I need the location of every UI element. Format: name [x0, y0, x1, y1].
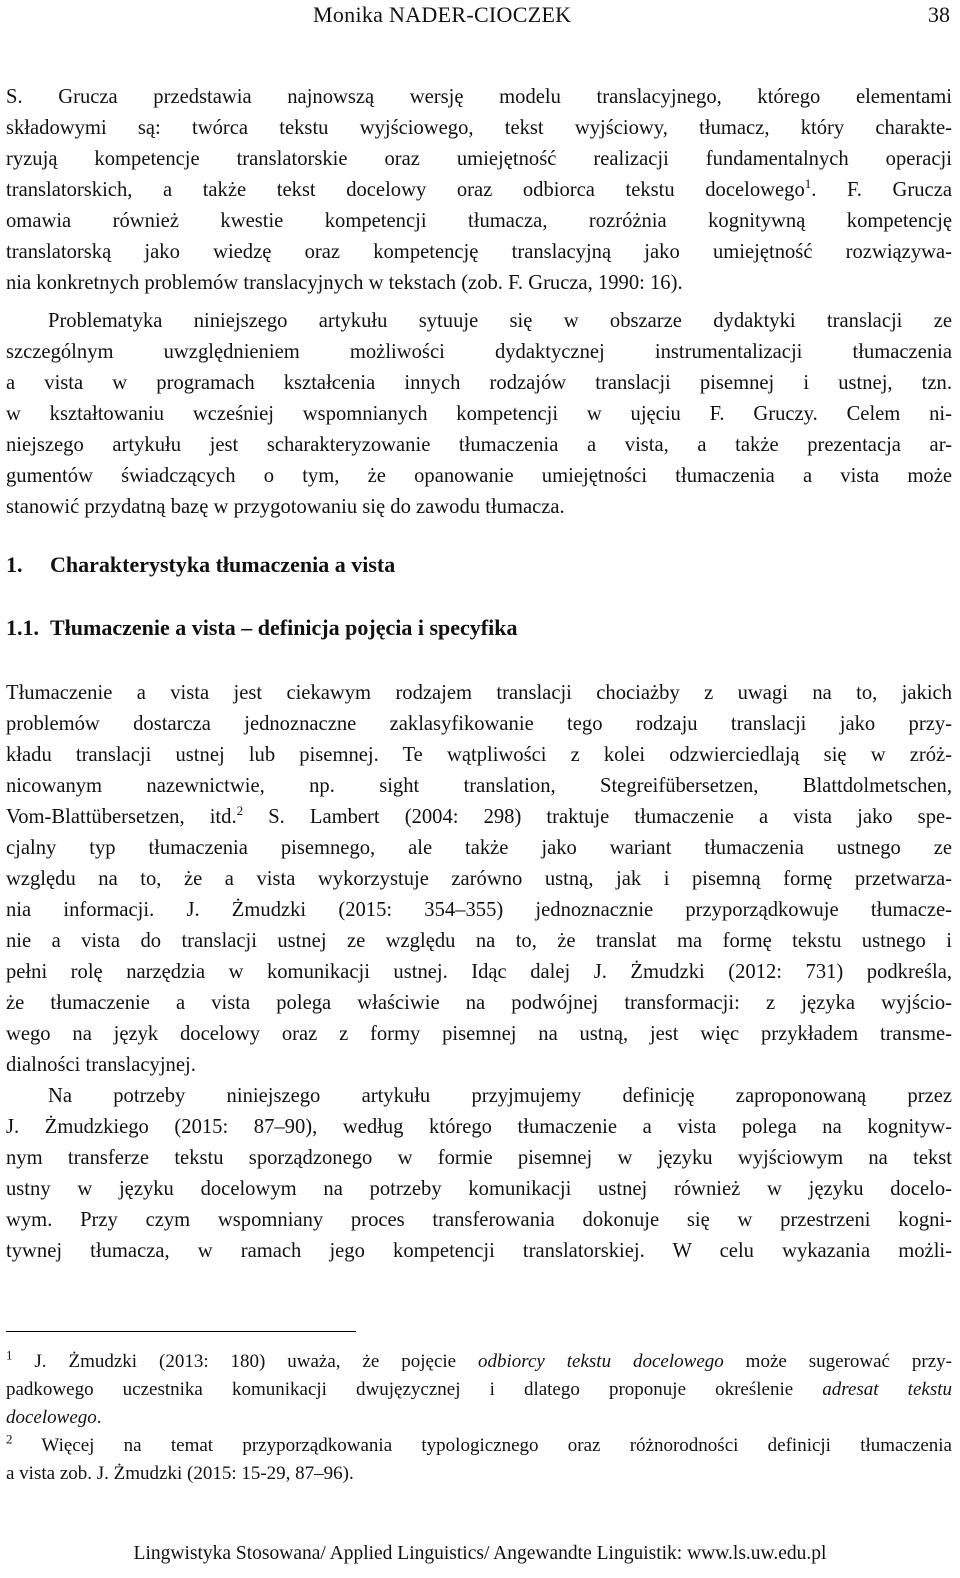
text-line: wym. Przy czym wspomniany proces transferowania dokonuje się w przestrzeni kogni- — [6, 1209, 952, 1231]
section-title: Charakterystyka tłumaczenia a vista — [50, 552, 396, 577]
footnote-1 — [6, 1348, 952, 1432]
footnote-line: a vista zob. J. Żmudzki (2015: 15-29, 87–96). — [6, 1463, 354, 1484]
footnote-line — [6, 1348, 952, 1376]
text-line: a vista w programach kształcenia innych rodzajów translacji pisemnej i ustnej, tzn. — [6, 372, 952, 394]
footnote-separator — [6, 1331, 356, 1332]
text-line: niejszego artykułu jest scharakteryzowanie tłumaczenia a vista, a także prezentacja ar- — [6, 434, 952, 456]
text-line: gumentów świadczących o tym, że opanowanie umiejętności tłumaczenia a vista może — [6, 465, 952, 487]
running-header-author: Monika NADER-CIOCZEK — [313, 2, 572, 27]
text-line: składowymi są: twórca tekstu wyjściowego, tekst wyjściowy, tłumacz, który charakte- — [6, 117, 952, 139]
text-line: kładu translacji ustnej lub pisemnej. Te wątpliwości z kolei odzwierciedlają się w zróż- — [6, 744, 952, 766]
text-line: cjalny typ tłumaczenia pisemnego, ale także jako wariant tłumaczenia ustnego ze — [6, 837, 952, 859]
text-line: względu na to, że a vista wykorzystuje zarówno ustną, jak i pisemną formę przetwarza- — [6, 868, 952, 890]
text-line: nicowanym nazewnictwie, np. sight translation, Stegreifübersetzen, Blattdolmetschen, — [6, 775, 952, 797]
text-line: ryzują kompetencje translatorskie oraz umiejętność realizacji fundamentalnych operacji — [6, 148, 952, 170]
footnote-text: J. Żmudzki (2013: 180) uważa, że pojęcie — [12, 1351, 479, 1372]
footnote-italic-term: adresat tekstu — [822, 1379, 952, 1400]
footnote-line — [6, 1404, 952, 1432]
footnote-text: może sugerować przy- — [723, 1351, 952, 1372]
paragraph-2 — [6, 306, 952, 523]
text-line: nia informacji. J. Żmudzki (2015: 354–355) jednoznacznie przyporządkowuje tłumacze- — [6, 899, 952, 921]
footnote-text: . — [96, 1407, 102, 1428]
text-segment: . F. Grucza — [811, 179, 952, 201]
section-title: Tłumaczenie a vista – definicja pojęcia i specyfika — [50, 615, 518, 640]
page-number: 38 — [928, 2, 950, 27]
footnote-text: padkowego uczestnika komunikacji dwujęzycznej i dlatego proponuje określenie — [6, 1379, 823, 1400]
text-line: omawia również kwestie kompetencji tłumacza, rozróżnia kognitywną kompetencję — [6, 210, 952, 232]
footnote-2 — [6, 1432, 952, 1488]
paragraph-1 — [6, 82, 952, 299]
text-line: S. Grucza przedstawia najnowszą wersję modelu translacyjnego, którego elementami — [6, 86, 952, 108]
footnote-text: Więcej na temat przyporządkowania typologicznego oraz różnorodności definicji tłumaczenia — [12, 1435, 952, 1456]
text-line: nym transferze tekstu sporządzonego w formie pisemnej w języku wyjściowym na tekst — [6, 1147, 952, 1169]
text-line — [6, 175, 952, 206]
text-line: tywnej tłumacza, w ramach jego kompetencji translatorskiej. W celu wykazania możli- — [6, 1240, 952, 1262]
paragraph-3 — [6, 678, 952, 1081]
text-line: Tłumaczenie a vista jest ciekawym rodzajem translacji chociażby z uwagi na to, jakich — [6, 682, 952, 704]
text-line: stanowić przydatną bazę w przygotowaniu się do zawodu tłumacza. — [6, 496, 565, 518]
text-line: nie a vista do translacji ustnej ze względu na to, że translat ma formę tekstu ustnego i — [6, 930, 952, 952]
running-header — [0, 0, 960, 34]
footnote-italic-term: docelowego — [6, 1407, 97, 1428]
text-line — [6, 802, 952, 833]
footnote-marker: 1 — [6, 1348, 13, 1363]
text-line: w kształtowaniu wcześniej wspomnianych kompetencji w ujęciu F. Gruczy. Celem ni- — [6, 403, 952, 425]
text-segment: S. Lambert (2004: 298) traktuje tłumaczenie a vista jako spe- — [243, 806, 952, 828]
footnote-line — [6, 1376, 952, 1404]
text-line: translatorską jako wiedzę oraz kompetencję translacyjną jako umiejętność rozwiązywa- — [6, 241, 952, 263]
text-line: nia konkretnych problemów translacyjnych w tekstach (zob. F. Grucza, 1990: 16). — [6, 272, 683, 294]
text-line: problemów dostarcza jednoznaczne zaklasyfikowanie tego rodzaju translacji jako przy- — [6, 713, 952, 735]
text-line: wego na język docelowy oraz z formy pisemnej na ustną, jest więc przykładem transme- — [6, 1023, 952, 1045]
running-footer: Lingwistyka Stosowana/ Applied Linguistics/ Angewandte Linguistik: www.ls.uw.edu.pl — [133, 1543, 827, 1564]
footnote-ref-1[interactable]: 1 — [804, 176, 812, 192]
section-number: 1.1. — [6, 615, 39, 640]
section-number: 1. — [6, 552, 23, 577]
text-line: że tłumaczenie a vista polega właściwie na podwójnej transformacji: z języka wyjścio- — [6, 992, 952, 1014]
text-line: ustny w języku docelowym na potrzeby komunikacji ustnej również w języku docelo- — [6, 1178, 952, 1200]
text-line: szczególnym uwzględnieniem możliwości dydaktycznej instrumentalizacji tłumaczenia — [6, 341, 952, 363]
text-line: Problematyka niniejszego artykułu sytuuje się w obszarze dydaktyki translacji ze — [48, 310, 952, 332]
footnote-marker: 2 — [6, 1432, 13, 1447]
section-heading-1 — [6, 552, 395, 578]
text-line: pełni rolę narzędzia w komunikacji ustnej. Idąc dalej J. Żmudzki (2012: 731) podkreśla, — [6, 961, 952, 983]
text-line: Na potrzeby niniejszego artykułu przyjmujemy definicję zaproponowaną przez — [48, 1085, 952, 1107]
footnote-line — [6, 1432, 952, 1460]
section-heading-1-1 — [6, 615, 517, 641]
text-segment: translatorskich, a także tekst docelowy oraz odbiorca tekstu docelowego — [6, 179, 805, 201]
text-line: J. Żmudzkiego (2015: 87–90), według którego tłumaczenie a vista polega na kognityw- — [6, 1116, 952, 1138]
text-segment: Vom-Blattübersetzen, itd. — [6, 806, 237, 828]
text-line: dialności translacyjnej. — [6, 1054, 196, 1076]
paragraph-4 — [6, 1081, 952, 1267]
footnote-ref-2[interactable]: 2 — [236, 803, 244, 819]
footnote-italic-term: odbiorcy tekstu docelowego — [478, 1351, 724, 1372]
